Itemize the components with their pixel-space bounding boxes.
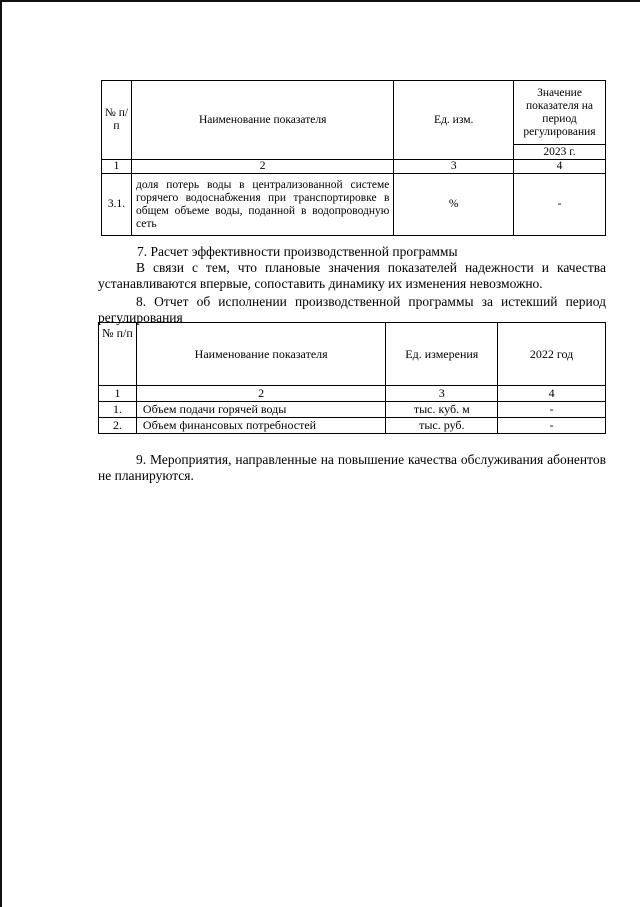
indicator-table [101, 80, 606, 236]
header-num: № п/п [99, 323, 137, 386]
table-row [99, 418, 606, 434]
section-7-text: В связи с тем, что плановые значения показателей надежности и качества устанавливаются впервые, сопоставить динамику их изменения невозможно. [98, 260, 606, 291]
table-row [99, 402, 606, 418]
header-value: Значение показателя на период регулирования [514, 81, 606, 145]
col-number: 4 [514, 160, 606, 174]
table-row [102, 174, 606, 236]
col-number: 1 [102, 160, 132, 174]
header-unit: Ед. изм. [394, 81, 514, 160]
section-7-title: 7. Расчет эффективности производственной программы [137, 244, 458, 259]
row-name: доля потерь воды в централизованной системе горячего водоснабжения при транспортировке в общем объеме воды, поданной в водопроводную сеть [131, 174, 393, 236]
header-unit: Ед. измерения [386, 323, 498, 386]
row-unit: тыс. руб. [386, 418, 498, 434]
row-value: - [498, 402, 606, 418]
col-number: 1 [99, 386, 137, 402]
row-name: Объем финансовых потребностей [136, 418, 385, 434]
header-num: № п/п [102, 81, 132, 160]
section-8-title: 8. Отчет об исполнении производственной программы за истекший период регулирования [98, 294, 606, 325]
col-number: 2 [136, 386, 385, 402]
section-9-text: 9. Мероприятия, направленные на повышение качества обслуживания абонентов не планируются. [98, 452, 606, 483]
col-number: 3 [394, 160, 514, 174]
col-number: 3 [386, 386, 498, 402]
header-year: 2022 год [498, 323, 606, 386]
header-name: Наименование показателя [131, 81, 393, 160]
header-year: 2023 г. [514, 145, 606, 160]
scan-edge-left [0, 0, 2, 907]
row-value: - [498, 418, 606, 434]
row-num: 1. [99, 402, 137, 418]
col-number: 4 [498, 386, 606, 402]
report-table [98, 322, 606, 434]
row-num: 2. [99, 418, 137, 434]
row-num: 3.1. [102, 174, 132, 236]
row-value: - [514, 174, 606, 236]
row-unit: % [394, 174, 514, 236]
header-name: Наименование показателя [136, 323, 385, 386]
col-number: 2 [131, 160, 393, 174]
row-unit: тыс. куб. м [386, 402, 498, 418]
row-name: Объем подачи горячей воды [136, 402, 385, 418]
scan-edge-top [0, 0, 640, 2]
